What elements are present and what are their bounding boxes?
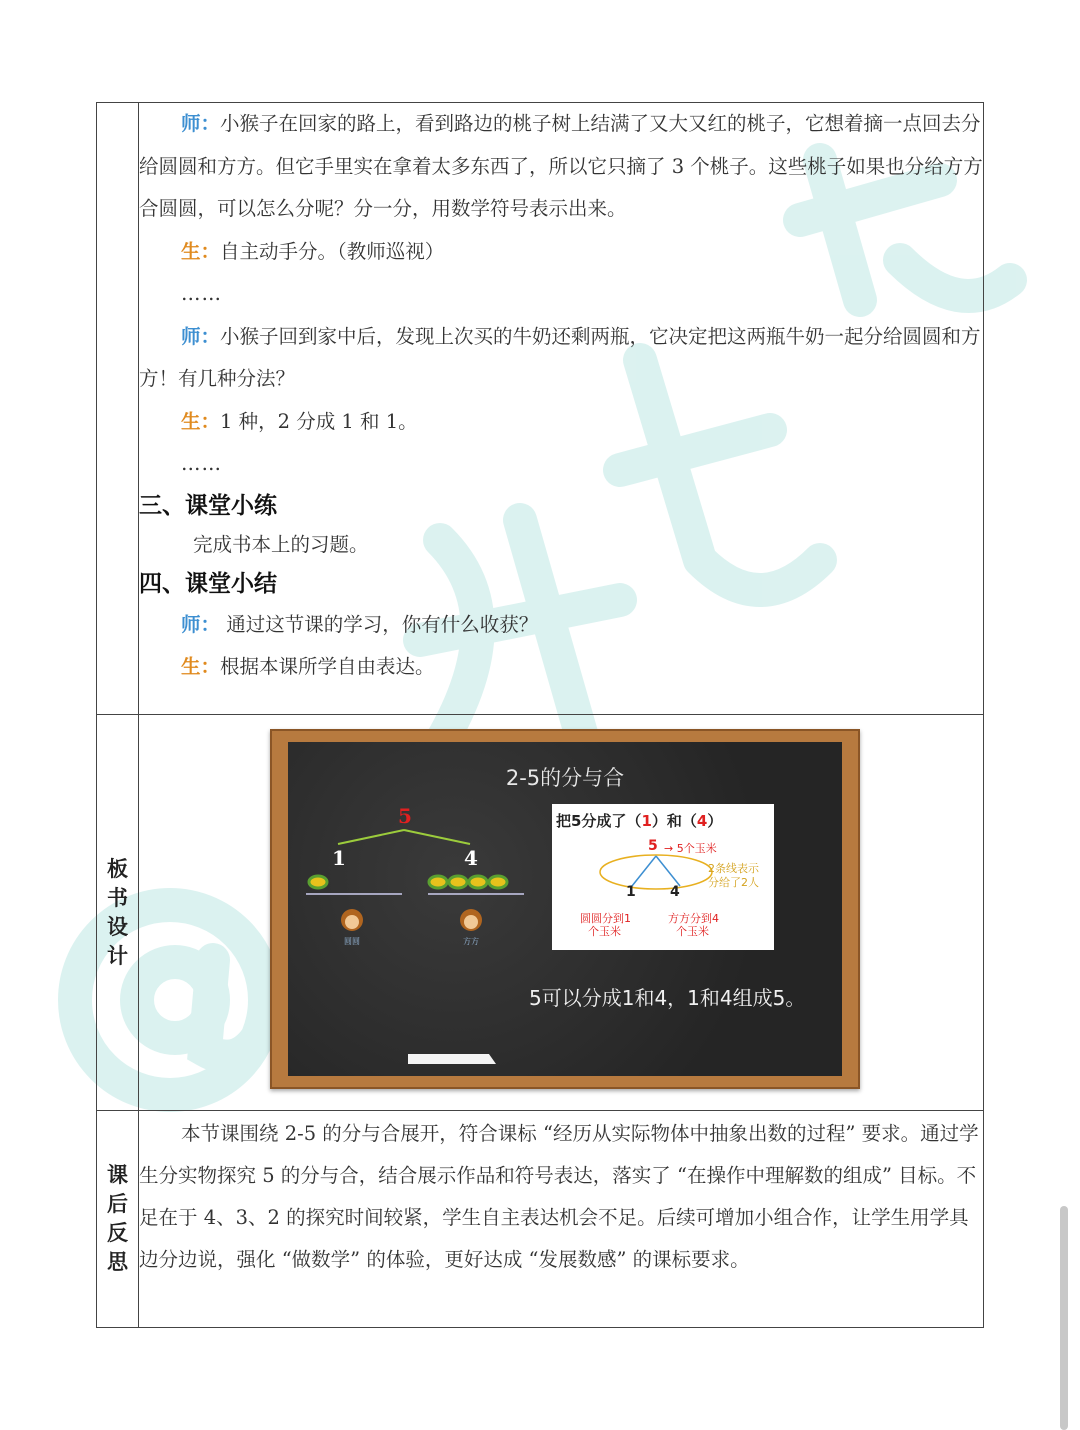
lesson-table [96,102,984,1328]
teacher-line-3 [139,604,983,647]
wb-right-note: 个玉米 [676,925,709,938]
corn-icon [309,876,507,888]
student-tag: 生： [181,239,221,263]
ellipsis: …… [181,452,222,475]
wb-left-note: 圆圆分到1 [580,912,631,925]
wb-text: ）和（ [651,812,697,830]
whiteboard-card [552,804,774,950]
left-monkey-label: 圆圆 [344,937,360,946]
label-char: 思 [107,1250,128,1274]
teacher-tag: 师： [181,612,221,636]
student-tag: 生： [181,409,221,433]
board-design-label [97,715,139,1111]
teacher-text: 小猴子回到家中后，发现上次买的牛奶还剩两瓶，它决定把这两瓶牛奶一起分给圆圆和方方！有几种分法？ [139,324,981,390]
board-sentence: 5可以分成1和4，1和4组成5。 [529,986,806,1010]
label-char: 设 [107,914,128,939]
teacher-line-1 [139,103,983,231]
label-char: 板 [107,856,128,881]
blackboard [288,742,842,1076]
wb-value: 1 [641,812,652,830]
label-char: 课 [107,1163,128,1187]
reflection-label [97,1111,139,1328]
wb-one: 1 [626,884,636,900]
top-number: 5 [398,804,412,828]
student-text: 自主动手分。（教师巡视） [220,239,445,263]
label-char: 书 [107,885,128,910]
wb-text: ） [707,812,723,830]
left-number: 1 [332,846,346,870]
student-tag: 生： [181,655,221,678]
wb-lines-note: 分给了2人 [708,876,759,889]
right-monkey-label: 方方 [463,937,479,946]
reflection-text: 本节课围绕 2-5 的分与合展开，符合课标 “经历从实际物体中抽象出数的过程” 要求。通过学生分实物探究 5 的分与合，结合展示作品和符号表达，落实了 “在操作中理解数的组成” 目标。不足在于 4、3、2 的探究时间较紧，学生自主表达机会不足。后续可增加小组合作，让学生用学具边分边说，强化 “做数学” 的体验，更好达成 “发展数感” 的课标要求。 [139,1122,979,1271]
ellipsis: …… [181,282,222,305]
student-line-3 [139,646,983,689]
label-char: 反 [107,1221,128,1245]
section-heading-summary: 四、课堂小结 [139,570,277,597]
wb-five: 5 [648,838,658,854]
scrollbar[interactable] [1060,1206,1068,1430]
teacher-tag: 师： [181,112,221,135]
teacher-text: 小猴子在回家的路上，看到路边的桃子树上结满了又大又红的桃子，它想着摘一点回去分给圆圆和方方。但它手里实在拿着太多东西了，所以它只摘了 3 个桃子。这些桃子如果也分给方方合圆圆，可以怎么分呢？分一分，用数学符号表示出来。 [139,112,983,220]
wb-five-note: → 5个玉米 [664,842,717,855]
student-line-1 [139,231,983,274]
chalk [408,1054,496,1064]
section-heading-practice: 三、课堂小练 [139,492,277,519]
wb-four: 4 [670,884,680,900]
label-char: 后 [107,1192,128,1216]
wb-right-note: 方方分到4 [668,912,719,925]
student-text: 1 种，2 分成 1 和 1。 [220,409,418,433]
empty-label-cell [97,103,139,715]
teacher-line-2 [139,316,983,401]
wb-value: 4 [696,812,708,830]
wb-left-note: 个玉米 [588,925,621,938]
reflection-cell [139,1111,984,1328]
blackboard-image [270,729,860,1089]
monkey-icon [341,909,482,931]
wb-lines-note: 2条线表示 [708,862,759,875]
practice-text: 完成书本上的习题。 [193,532,369,556]
label-char: 计 [107,943,128,968]
teacher-tag: 师： [181,324,221,348]
board-title: 2-5的分与合 [505,766,625,790]
board-design-cell [139,715,984,1111]
teacher-text: 通过这节课的学习，你有什么收获？ [220,612,539,636]
lesson-process-cell [139,103,984,715]
right-number: 4 [464,846,478,870]
student-text: 根据本课所学自由表达。 [220,655,435,678]
student-line-2 [139,401,983,444]
wb-text: 把5分成了（ [556,812,642,830]
